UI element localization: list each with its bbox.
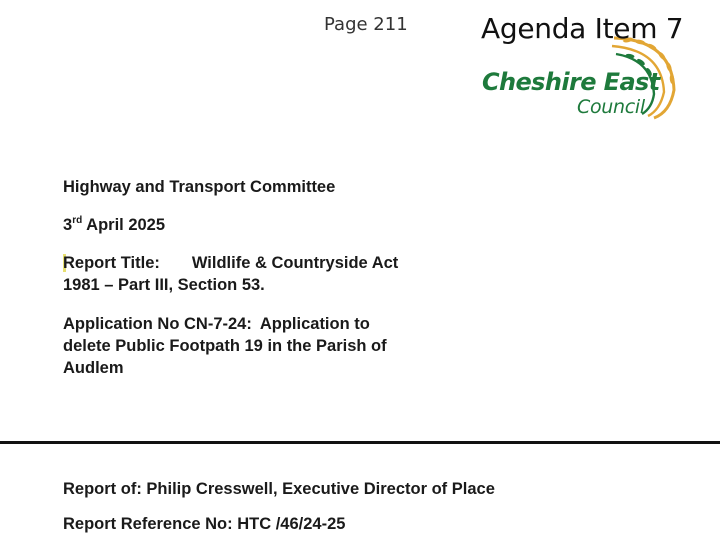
report-author: Report of: Philip Cresswell, Executive Director of Place	[63, 480, 495, 498]
application-number	[63, 313, 413, 379]
section-divider	[0, 441, 720, 444]
meeting-date	[63, 214, 165, 236]
report-reference: Report Reference No: HTC /46/24-25	[63, 515, 346, 533]
date-month-year: April 2025	[82, 216, 166, 234]
logo-text-secondary: Council	[577, 96, 645, 118]
date-ordinal-suffix: rd	[72, 214, 83, 226]
logo-text-primary: Cheshire East	[482, 68, 660, 96]
report-title-label: Report Title:	[63, 254, 160, 272]
report-title-text: Wildlife & Countryside Act 1981 – Part III, Section 53.	[63, 254, 399, 294]
page-number: Page 211	[324, 14, 408, 35]
date-day: 3	[63, 216, 73, 234]
application-label: Application No CN-7-24:	[63, 315, 252, 333]
report-title	[63, 252, 423, 296]
agenda-item-label: Agenda Item 7	[481, 12, 684, 45]
committee-name: Highway and Transport Committee	[63, 178, 336, 196]
application-description: Application to delete Public Footpath 19 in the Parish of Audlem	[63, 315, 387, 377]
